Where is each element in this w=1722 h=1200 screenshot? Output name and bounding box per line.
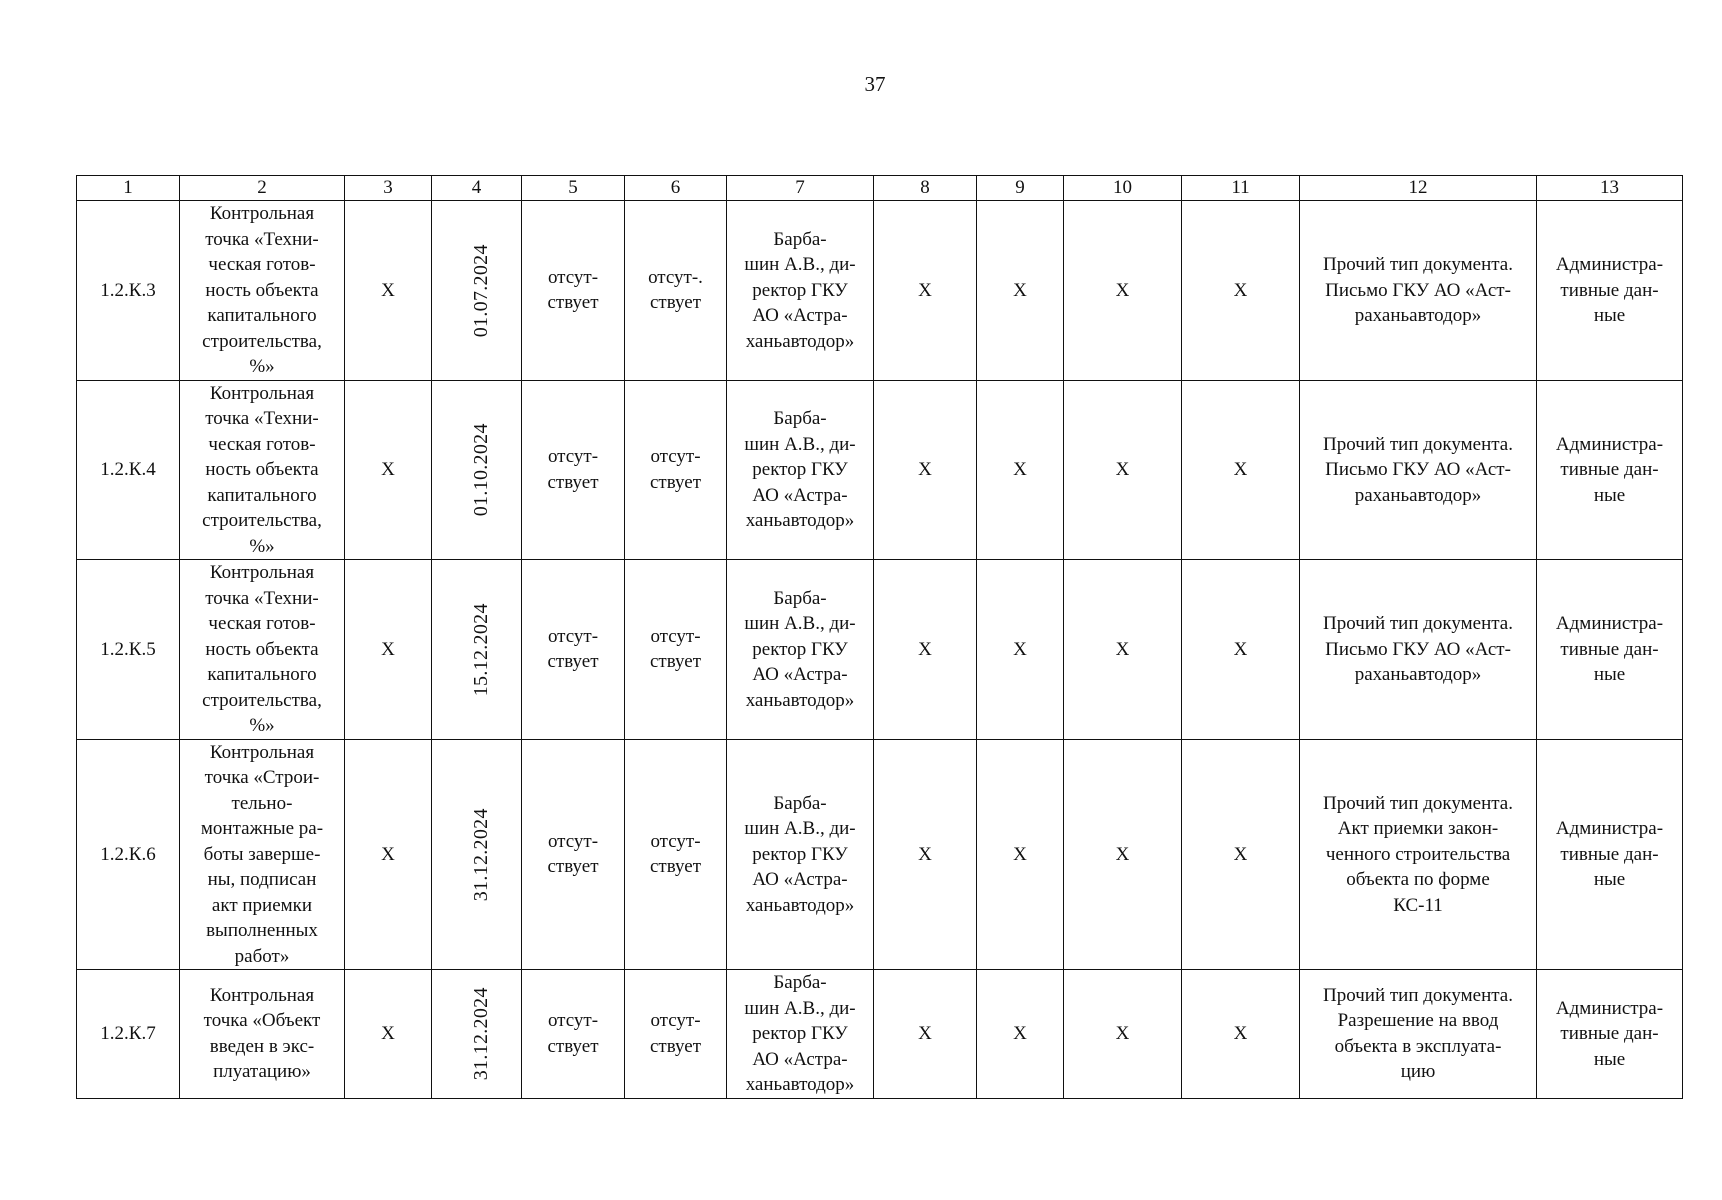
control-point-name-line: выполненных [206,920,318,941]
data-source-line: ные [1593,1048,1626,1070]
characteristic-value-line: ствует [649,1035,702,1057]
control-point-name [180,201,345,381]
date-cell [432,970,522,1099]
characteristic-value-line: ствует [649,292,702,314]
document-type-line: Прочий тип документа. [1323,984,1513,1006]
control-point-name-line: строительства, [202,689,322,711]
cell-x-mark: X [874,970,977,1099]
base-value [522,560,625,740]
data-source [1537,380,1683,560]
base-value-line: ствует [547,651,599,673]
document-type-line: КС-11 [1393,894,1443,916]
document-type [1300,970,1537,1099]
document-type-line: Разрешение на ввод [1337,1010,1499,1032]
cell-x-mark: X [1064,560,1182,740]
base-value-line: ствует [547,292,599,314]
control-point-name-line: тельно- [231,792,293,814]
cell-x-mark: X [977,380,1064,560]
document-type-line: раханьавтодор» [1354,305,1482,326]
responsible-person-line: ректор ГКУ [752,279,848,301]
cell-x-mark: X [1182,380,1300,560]
cell-x-mark: X [977,970,1064,1099]
responsible-person [727,201,874,381]
column-number-row [77,176,1683,201]
document-type [1300,380,1537,560]
base-value [522,970,625,1099]
date-cell [432,739,522,970]
column-number-11: 11 [1182,176,1300,201]
responsible-person-line: ректор ГКУ [752,1023,848,1044]
control-point-name-line: капитального [207,484,317,506]
table-body [77,201,1683,1099]
base-value [522,201,625,381]
control-point-name-line: введен в экс- [209,1035,315,1057]
control-point-name-line: Контрольная [209,562,315,583]
control-point-name-line: %» [249,715,275,736]
column-number-3: 3 [345,176,432,201]
document-type [1300,201,1537,381]
document-type-line: Акт приемки закон- [1337,818,1499,839]
document-type-line: Прочий тип документа. [1323,254,1513,275]
characteristic-value-line: ствует [649,471,702,493]
responsible-person-line: шин А.В., ди- [744,433,856,455]
responsible-person-line: ханьавтодор» [745,330,855,352]
characteristic-value-line: отсут- [650,446,701,468]
cell-x-mark: X [345,201,432,381]
control-points-table [76,175,1683,1099]
responsible-person-line: Барба- [773,587,827,609]
control-point-name-line: акт приемки [211,894,313,916]
responsible-person-line: ханьавтодор» [745,1074,855,1095]
control-point-name-line: строительства, [202,330,322,352]
column-number-8: 8 [874,176,977,201]
column-number-10: 10 [1064,176,1182,201]
data-source-line: ные [1593,664,1626,685]
document-type-line: цию [1400,1061,1436,1083]
responsible-person-line: АО «Астра- [752,869,848,890]
date-cell [432,201,522,381]
control-point-name [180,739,345,970]
document-type-line: Письмо ГКУ АО «Аст- [1325,279,1511,301]
responsible-person-line: АО «Астра- [752,305,848,326]
cell-x-mark: X [1064,380,1182,560]
cell-x-mark: X [1182,560,1300,740]
column-number-2: 2 [180,176,345,201]
control-point-name-line: плуатацию» [213,1061,311,1083]
responsible-person-line: шин А.В., ди- [744,818,856,839]
column-number-13: 13 [1537,176,1683,201]
data-source-line: ные [1593,484,1626,506]
control-point-name-line: ны, подписан [207,869,317,890]
column-number-12: 12 [1300,176,1537,201]
base-value [522,380,625,560]
control-point-name-line: капитального [207,305,317,326]
base-value-line: отсут- [547,1010,599,1032]
control-point-name-line: точка «Объект [203,1010,321,1032]
responsible-person [727,970,874,1099]
control-point-name-line: %» [249,535,275,557]
date-value: 31.12.2024 [469,807,492,901]
responsible-person-line: ханьавтодор» [745,510,855,531]
data-source [1537,201,1683,381]
cell-x-mark: X [977,560,1064,740]
responsible-person-line: шин А.В., ди- [744,254,856,275]
base-value-line: ствует [547,1035,599,1057]
responsible-person [727,380,874,560]
responsible-person-line: ректор ГКУ [752,638,848,660]
document-type-line: раханьавтодор» [1354,484,1482,506]
responsible-person-line: Барба- [773,408,827,429]
base-value-line: отсут- [547,446,599,468]
cell-x-mark: X [1182,970,1300,1099]
responsible-person-line: ханьавтодор» [745,689,855,711]
characteristic-value [625,970,727,1099]
control-point-name-line: точка «Строи- [204,767,320,788]
characteristic-value-line: отсут- [650,830,701,852]
characteristic-value-line: отсут- [650,1010,701,1032]
control-point-name-line: точка «Техни- [205,408,319,429]
control-point-name-line: ность объекта [205,459,319,480]
control-point-name-line: Контрольная [209,382,315,404]
table-row [77,380,1683,560]
control-point-code: 1.2.К.3 [77,201,180,381]
date-value: 15.12.2024 [469,602,492,696]
characteristic-value-line: ствует [649,856,702,878]
base-value-line: отсут- [547,625,599,647]
data-source-line: тивные дан- [1560,843,1659,865]
table-row [77,201,1683,381]
control-point-code: 1.2.К.5 [77,560,180,740]
control-point-code: 1.2.К.6 [77,739,180,970]
table-row [77,739,1683,970]
cell-x-mark: X [874,380,977,560]
data-source-line: тивные дан- [1560,459,1659,480]
control-point-name-line: точка «Техни- [205,587,319,609]
data-source-line: ные [1593,305,1626,326]
control-point-name-line: Контрольная [209,203,315,224]
responsible-person-line: АО «Астра- [752,1048,848,1070]
cell-x-mark: X [1064,970,1182,1099]
control-point-name [180,560,345,740]
control-point-name-line: Контрольная [209,984,315,1006]
cell-x-mark: X [874,560,977,740]
responsible-person [727,560,874,740]
control-point-code: 1.2.К.4 [77,380,180,560]
date-value: 01.10.2024 [469,423,492,517]
cell-x-mark: X [977,739,1064,970]
document-type-line: Письмо ГКУ АО «Аст- [1325,459,1511,480]
characteristic-value [625,739,727,970]
data-source-line: Администра- [1555,997,1664,1019]
control-point-name [180,970,345,1099]
base-value [522,739,625,970]
control-point-name-line: боты заверше- [203,843,321,865]
data-source-line: ные [1593,869,1626,890]
data-source-line: тивные дан- [1560,638,1659,660]
date-cell [432,380,522,560]
control-point-name [180,380,345,560]
column-number-1: 1 [77,176,180,201]
control-point-name-line: %» [249,356,275,377]
responsible-person-line: Барба- [773,972,827,993]
base-value-line: ствует [547,856,599,878]
data-source [1537,560,1683,740]
control-point-name-line: капитального [207,664,317,685]
cell-x-mark: X [345,739,432,970]
cell-x-mark: X [977,201,1064,381]
characteristic-value [625,560,727,740]
data-source-line: Администра- [1555,433,1664,455]
control-point-name-line: ческая готов- [208,613,316,634]
characteristic-value-line: отсут- [650,625,701,647]
responsible-person-line: шин А.В., ди- [744,613,856,634]
cell-x-mark: X [345,560,432,740]
cell-x-mark: X [345,970,432,1099]
responsible-person-line: ханьавтодор» [745,894,855,916]
control-point-name-line: ческая готов- [208,433,316,455]
date-value: 01.07.2024 [469,243,492,337]
characteristic-value [625,380,727,560]
control-point-name-line: монтажные ра- [200,818,324,839]
document-type [1300,739,1537,970]
document-type-line: Прочий тип документа. [1323,792,1513,814]
cell-x-mark: X [345,380,432,560]
cell-x-mark: X [874,739,977,970]
characteristic-value-line: отсут-. [648,266,703,288]
responsible-person-line: АО «Астра- [752,664,848,685]
table-row [77,970,1683,1099]
control-point-code: 1.2.К.7 [77,970,180,1099]
control-point-name-line: ность объекта [205,279,319,301]
document-type [1300,560,1537,740]
date-cell [432,560,522,740]
cell-x-mark: X [1064,739,1182,970]
base-value-line: отсут- [547,266,599,288]
document-type-line: Прочий тип документа. [1323,433,1513,455]
base-value-line: ствует [547,471,599,493]
cell-x-mark: X [1182,739,1300,970]
document-type-line: Письмо ГКУ АО «Аст- [1325,638,1511,660]
control-point-name-line: строительства, [202,510,322,531]
base-value-line: отсут- [547,830,599,852]
column-number-5: 5 [522,176,625,201]
control-point-name-line: Контрольная [209,741,315,763]
document-type-line: раханьавтодор» [1354,664,1482,685]
control-point-name-line: ческая готов- [208,254,316,275]
responsible-person-line: Барба- [773,792,827,814]
responsible-person [727,739,874,970]
control-point-name-line: работ» [234,945,290,967]
data-source-line: тивные дан- [1560,1023,1659,1044]
data-source-line: Администра- [1555,254,1664,275]
control-point-name-line: точка «Техни- [205,228,319,250]
responsible-person-line: шин А.В., ди- [744,997,856,1019]
column-number-6: 6 [625,176,727,201]
cell-x-mark: X [1064,201,1182,381]
document-type-line: Прочий тип документа. [1323,613,1513,634]
column-number-4: 4 [432,176,522,201]
column-number-9: 9 [977,176,1064,201]
data-source [1537,739,1683,970]
data-source-line: тивные дан- [1560,279,1659,301]
document-type-line: объекта в эксплуата- [1334,1035,1502,1057]
table-row [77,560,1683,740]
responsible-person-line: ректор ГКУ [752,843,848,865]
responsible-person-line: ректор ГКУ [752,459,848,480]
document-type-line: ченного строительства [1325,843,1511,865]
data-source [1537,970,1683,1099]
cell-x-mark: X [874,201,977,381]
document-type-line: объекта по форме [1346,869,1490,890]
responsible-person-line: Барба- [773,228,827,250]
cell-x-mark: X [1182,201,1300,381]
column-number-7: 7 [727,176,874,201]
characteristic-value-line: ствует [649,651,702,673]
date-value: 31.12.2024 [469,987,492,1081]
characteristic-value [625,201,727,381]
data-source-line: Администра- [1555,613,1664,634]
page-number: 37 [864,72,886,96]
responsible-person-line: АО «Астра- [752,484,848,506]
control-point-name-line: ность объекта [205,638,319,660]
data-source-line: Администра- [1555,818,1664,839]
